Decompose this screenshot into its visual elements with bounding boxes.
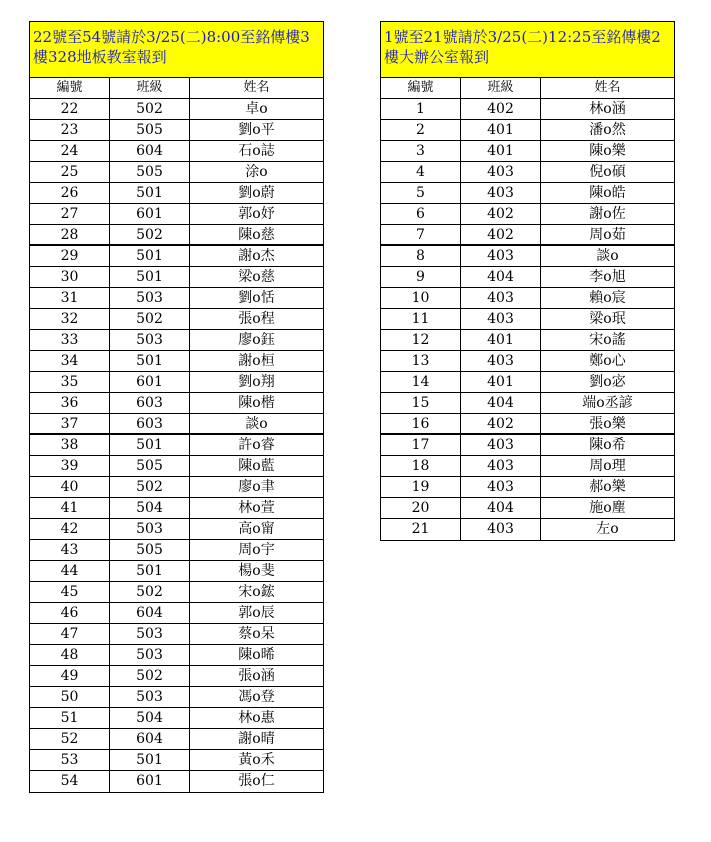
table-row — [30, 708, 323, 729]
cell-class: 604 — [110, 603, 190, 623]
cell-class: 502 — [110, 477, 190, 497]
cell-name: 劉ο翔 — [238, 374, 275, 390]
table-row — [381, 372, 674, 393]
cell-number: 5 — [381, 183, 461, 203]
cell-name: 石ο誌 — [238, 143, 275, 159]
cell-class: 503 — [110, 288, 190, 308]
cell-number: 4 — [381, 162, 461, 182]
cell-name: 郭ο妤 — [238, 206, 275, 222]
cell-number: 3 — [381, 141, 461, 161]
column-name-header: 姓名 — [243, 80, 270, 95]
cell-number: 36 — [30, 393, 110, 413]
table-row — [381, 267, 674, 288]
left-roster-table — [29, 21, 324, 793]
cell-name: 左ο — [596, 521, 619, 537]
cell-number: 21 — [381, 519, 461, 540]
cell-class: 503 — [110, 519, 190, 539]
cell-class: 501 — [110, 183, 190, 203]
cell-name: 李ο旭 — [589, 269, 626, 285]
cell-number: 53 — [30, 750, 110, 770]
cell-class: 505 — [110, 162, 190, 182]
table-row — [30, 183, 323, 204]
cell-name: 宋ο鋐 — [238, 584, 275, 600]
cell-number: 11 — [381, 309, 461, 329]
cell-class: 503 — [110, 687, 190, 707]
cell-name: 鄭ο心 — [589, 353, 626, 369]
cell-class: 504 — [110, 708, 190, 728]
cell-number: 6 — [381, 204, 461, 224]
cell-name: 郭ο辰 — [238, 605, 275, 621]
cell-number: 52 — [30, 729, 110, 749]
cell-number: 19 — [381, 477, 461, 497]
cell-name: 陳ο慈 — [238, 227, 275, 243]
cell-class: 501 — [110, 267, 190, 287]
cell-name: 卓ο — [245, 101, 268, 117]
cell-name: 蔡ο呆 — [238, 626, 275, 642]
cell-class: 501 — [110, 750, 190, 770]
cell-class: 402 — [461, 204, 541, 224]
table-row — [30, 561, 323, 582]
cell-number: 47 — [30, 624, 110, 644]
cell-number: 54 — [30, 771, 110, 792]
cell-name: 林ο惠 — [238, 710, 275, 726]
table-row — [30, 645, 323, 666]
cell-class: 404 — [461, 393, 541, 413]
cell-class: 505 — [110, 456, 190, 476]
cell-class: 504 — [110, 498, 190, 518]
table-row — [30, 540, 323, 561]
cell-name: 談ο — [596, 248, 619, 264]
cell-number: 46 — [30, 603, 110, 623]
table-row — [30, 519, 323, 540]
cell-number: 51 — [30, 708, 110, 728]
column-class-header: 班級 — [461, 78, 541, 98]
cell-class: 403 — [461, 456, 541, 476]
table-row — [30, 435, 323, 456]
cell-name: 黃ο禾 — [238, 752, 275, 768]
left-table-title: 22號至54號請於3/25(二)8:00至銘傳樓3樓328地板教室報到 — [30, 22, 323, 78]
cell-number: 32 — [30, 309, 110, 329]
cell-number: 13 — [381, 351, 461, 371]
cell-number: 31 — [30, 288, 110, 308]
table-row — [381, 498, 674, 519]
column-class-header: 班級 — [110, 78, 190, 98]
cell-name: 楊ο斐 — [238, 563, 275, 579]
cell-class: 404 — [461, 267, 541, 287]
cell-class: 501 — [110, 561, 190, 581]
table-row — [30, 288, 323, 309]
table-row — [381, 309, 674, 330]
table-row — [381, 183, 674, 204]
table-row — [30, 477, 323, 498]
cell-class: 403 — [461, 351, 541, 371]
cell-number: 38 — [30, 435, 110, 455]
cell-name: 周ο理 — [589, 458, 626, 474]
cell-class: 403 — [461, 183, 541, 203]
cell-name: 許ο睿 — [238, 437, 275, 453]
cell-number: 16 — [381, 414, 461, 434]
table-row — [381, 435, 674, 456]
cell-name: 劉ο蔚 — [238, 185, 275, 201]
table-row — [30, 414, 323, 435]
table-row — [30, 267, 323, 288]
cell-number: 26 — [30, 183, 110, 203]
cell-number: 7 — [381, 225, 461, 245]
cell-class: 501 — [110, 435, 190, 455]
cell-name: 陳ο藍 — [238, 458, 275, 474]
cell-class: 402 — [461, 414, 541, 434]
cell-name: 廖ο鈺 — [238, 332, 275, 348]
cell-name: 林ο涵 — [589, 101, 626, 117]
column-number-header: 編號 — [30, 78, 110, 98]
cell-class: 502 — [110, 582, 190, 602]
table-row — [30, 624, 323, 645]
cell-number: 1 — [381, 99, 461, 119]
cell-name: 陳ο希 — [589, 437, 626, 453]
table-row — [30, 141, 323, 162]
cell-number: 24 — [30, 141, 110, 161]
left-column-header — [30, 78, 323, 99]
cell-number: 22 — [30, 99, 110, 119]
column-name-header: 姓名 — [594, 80, 621, 95]
table-row — [30, 729, 323, 750]
cell-class: 403 — [461, 162, 541, 182]
cell-number: 43 — [30, 540, 110, 560]
cell-name: 陳ο晞 — [238, 647, 275, 663]
cell-number: 45 — [30, 582, 110, 602]
table-row — [381, 519, 674, 540]
cell-name: 梁ο慈 — [238, 269, 275, 285]
cell-number: 17 — [381, 435, 461, 455]
cell-name: 張ο樂 — [589, 416, 626, 432]
cell-name: 梁ο珉 — [589, 311, 626, 327]
cell-class: 402 — [461, 225, 541, 245]
cell-name: 劉ο宓 — [589, 374, 626, 390]
table-row — [381, 477, 674, 498]
cell-number: 37 — [30, 414, 110, 434]
table-row — [381, 246, 674, 267]
right-column-header — [381, 78, 674, 99]
cell-class: 402 — [461, 99, 541, 119]
cell-name: 倪ο碩 — [589, 164, 626, 180]
cell-class: 401 — [461, 330, 541, 350]
cell-number: 23 — [30, 120, 110, 140]
cell-name: 涂ο — [245, 164, 268, 180]
column-number-header: 編號 — [381, 78, 461, 98]
cell-name: 陳ο皓 — [589, 185, 626, 201]
cell-class: 503 — [110, 330, 190, 350]
cell-class: 401 — [461, 372, 541, 392]
cell-class: 601 — [110, 372, 190, 392]
cell-name: 馮ο登 — [238, 689, 275, 705]
cell-number: 39 — [30, 456, 110, 476]
cell-name: 郝ο樂 — [589, 479, 626, 495]
cell-class: 403 — [461, 288, 541, 308]
cell-name: 周ο茹 — [589, 227, 626, 243]
table-row — [381, 393, 674, 414]
cell-class: 403 — [461, 309, 541, 329]
cell-name: 高ο甯 — [238, 521, 275, 537]
table-row — [381, 288, 674, 309]
cell-number: 27 — [30, 204, 110, 224]
table-row — [30, 351, 323, 372]
cell-name: 宋ο謠 — [589, 332, 626, 348]
cell-name: 林ο萱 — [238, 500, 275, 516]
cell-class: 404 — [461, 498, 541, 518]
cell-number: 8 — [381, 246, 461, 266]
cell-class: 403 — [461, 519, 541, 540]
cell-class: 401 — [461, 120, 541, 140]
cell-class: 401 — [461, 141, 541, 161]
table-row — [30, 204, 323, 225]
table-row — [30, 246, 323, 267]
table-row — [30, 498, 323, 519]
cell-name: 謝ο杰 — [238, 248, 275, 264]
cell-number: 41 — [30, 498, 110, 518]
cell-name: 陳ο楷 — [238, 395, 275, 411]
table-row — [30, 330, 323, 351]
cell-class: 502 — [110, 666, 190, 686]
cell-number: 29 — [30, 246, 110, 266]
table-row — [381, 162, 674, 183]
right-table-title: 1號至21號請於3/25(二)12:25至銘傳樓2樓大辦公室報到 — [381, 22, 674, 78]
cell-name: 謝ο佐 — [589, 206, 626, 222]
cell-number: 35 — [30, 372, 110, 392]
cell-name: 潘ο然 — [589, 122, 626, 138]
cell-number: 10 — [381, 288, 461, 308]
table-row — [381, 225, 674, 246]
cell-number: 14 — [381, 372, 461, 392]
cell-number: 50 — [30, 687, 110, 707]
cell-class: 503 — [110, 645, 190, 665]
cell-name: 施ο塵 — [589, 500, 626, 516]
table-row — [381, 141, 674, 162]
cell-class: 403 — [461, 246, 541, 266]
cell-class: 403 — [461, 435, 541, 455]
table-row — [30, 687, 323, 708]
cell-class: 502 — [110, 309, 190, 329]
cell-class: 505 — [110, 540, 190, 560]
table-row — [30, 771, 323, 792]
cell-number: 20 — [381, 498, 461, 518]
table-row — [30, 582, 323, 603]
cell-name: 張ο程 — [238, 311, 275, 327]
cell-class: 601 — [110, 204, 190, 224]
table-row — [381, 456, 674, 477]
cell-number: 48 — [30, 645, 110, 665]
cell-class: 603 — [110, 414, 190, 434]
cell-number: 9 — [381, 267, 461, 287]
cell-name: 陳ο樂 — [589, 143, 626, 159]
cell-name: 張ο仁 — [238, 773, 275, 789]
cell-number: 25 — [30, 162, 110, 182]
cell-number: 12 — [381, 330, 461, 350]
table-row — [381, 99, 674, 120]
cell-class: 503 — [110, 624, 190, 644]
cell-class: 502 — [110, 99, 190, 119]
table-row — [30, 225, 323, 246]
left-table-body — [30, 99, 323, 792]
table-row — [381, 351, 674, 372]
cell-name: 劉ο恬 — [238, 290, 275, 306]
cell-name: 端ο丞諺 — [582, 395, 633, 411]
cell-number: 30 — [30, 267, 110, 287]
table-row — [381, 330, 674, 351]
cell-number: 15 — [381, 393, 461, 413]
cell-name: 謝ο晴 — [238, 731, 275, 747]
cell-name: 謝ο桓 — [238, 353, 275, 369]
cell-class: 501 — [110, 351, 190, 371]
table-row — [30, 309, 323, 330]
table-row — [30, 372, 323, 393]
table-row — [30, 603, 323, 624]
table-row — [381, 120, 674, 141]
cell-name: 劉ο平 — [238, 122, 275, 138]
cell-class: 604 — [110, 729, 190, 749]
cell-number: 18 — [381, 456, 461, 476]
cell-name: 周ο宇 — [238, 542, 275, 558]
cell-class: 502 — [110, 225, 190, 245]
cell-name: 談ο — [245, 416, 268, 432]
cell-class: 403 — [461, 477, 541, 497]
table-row — [30, 99, 323, 120]
table-row — [30, 456, 323, 477]
cell-number: 44 — [30, 561, 110, 581]
cell-number: 2 — [381, 120, 461, 140]
cell-number: 34 — [30, 351, 110, 371]
cell-class: 505 — [110, 120, 190, 140]
cell-name: 張ο涵 — [238, 668, 275, 684]
cell-class: 501 — [110, 246, 190, 266]
cell-number: 49 — [30, 666, 110, 686]
cell-class: 601 — [110, 771, 190, 792]
table-row — [30, 120, 323, 141]
right-roster-table — [380, 21, 675, 541]
table-row — [30, 666, 323, 687]
cell-class: 603 — [110, 393, 190, 413]
table-row — [30, 162, 323, 183]
table-row — [30, 750, 323, 771]
cell-number: 40 — [30, 477, 110, 497]
table-row — [381, 204, 674, 225]
right-table-body — [381, 99, 674, 540]
table-row — [30, 393, 323, 414]
cell-number: 42 — [30, 519, 110, 539]
cell-number: 28 — [30, 225, 110, 245]
cell-name: 賴ο宸 — [589, 290, 626, 306]
cell-number: 33 — [30, 330, 110, 350]
cell-class: 604 — [110, 141, 190, 161]
cell-name: 廖ο聿 — [238, 479, 275, 495]
table-row — [381, 414, 674, 435]
